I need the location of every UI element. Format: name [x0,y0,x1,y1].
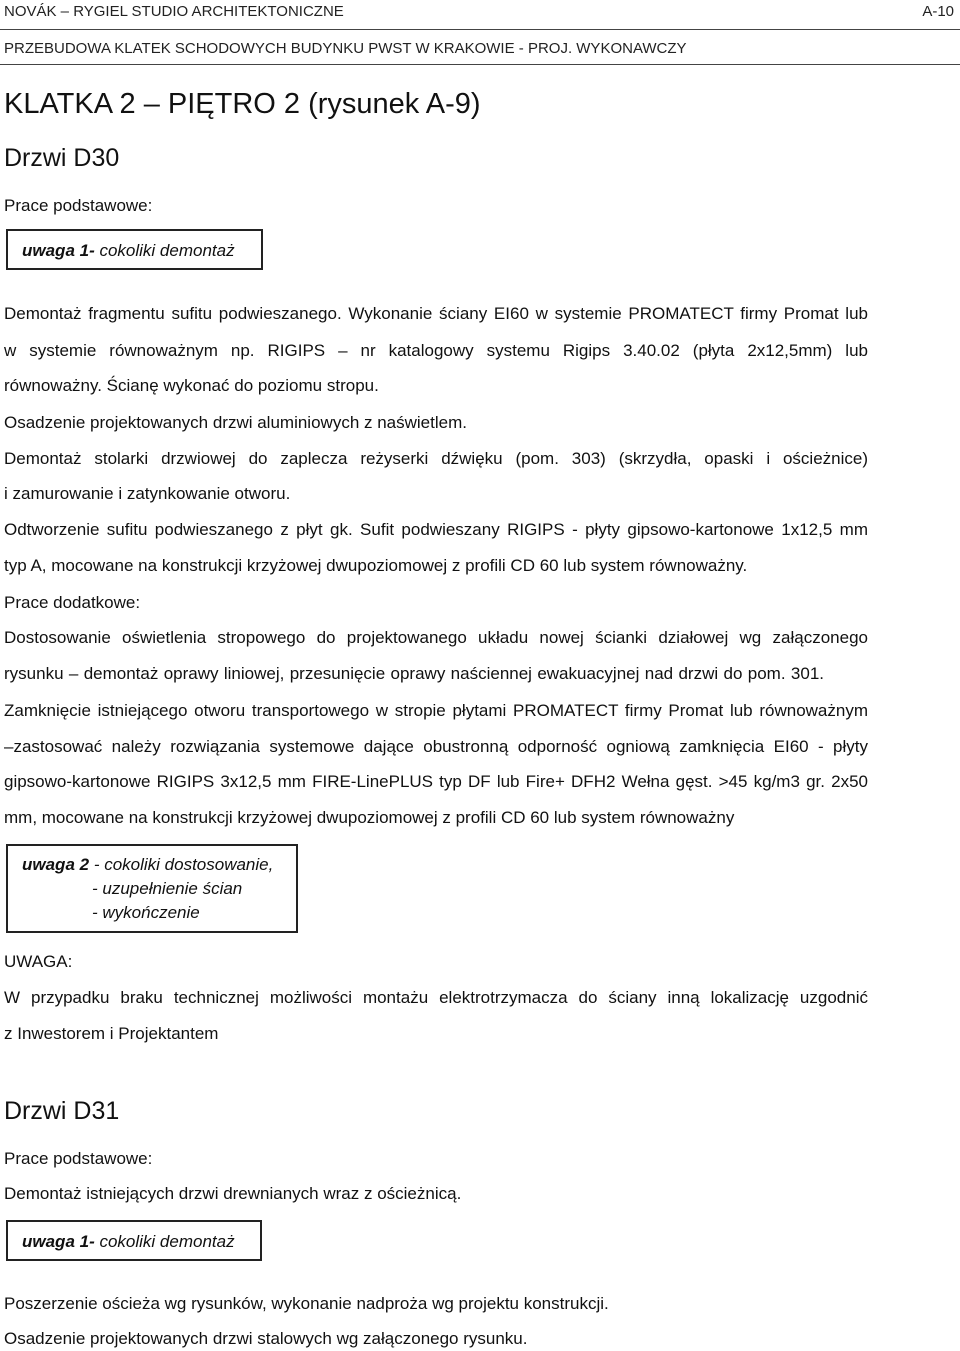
d30-extra-1-line-1: Dostosowanie oświetlenia stropowego do projektowanego układu nowej ścianki działowej wg załączonego [4,628,868,647]
d30-warning-line-2: z Inwestorem i Projektantem [4,1024,219,1043]
d30-note-2-line-3: - wykończenie [92,903,200,922]
door-d30-heading: Drzwi D30 [4,144,120,172]
d30-extra-work-heading: Prace dodatkowe: [4,593,141,612]
d31-note-1-text: cokoliki demontaż [94,1232,235,1251]
header-project: PRZEBUDOWA KLATEK SCHODOWYCH BUDYNKU PWST W KRAKOWIE - PROJ. WYKONAWCZY [4,40,687,57]
header-rule-2 [0,64,960,65]
d30-note-1-text: cokoliki demontaż [94,241,235,260]
d30-extra-1-line-2: rysunku – demontaż oprawy liniowej, przesunięcie oprawy naściennej ewakuacyjnej nad drzwi do pom. 301. [4,664,824,683]
d30-warning-heading: UWAGA: [4,952,73,971]
d30-extra-2-line-1: Zamknięcie istniejącego otworu transportowego w stropie płytami PROMATECT firmy Promat lub równoważnym [4,701,868,720]
d30-note-2-box [6,844,298,933]
d30-extra-2-line-2: –zastosować należy rozwiązania systemowe dające obustronną odporność ogniową zamknięcia EI60 - płyty [4,737,868,756]
d30-note-2-line-1 [22,855,273,875]
page-title: KLATKA 2 – PIĘTRO 2 (rysunek A-9) [4,88,481,120]
d31-paragraph-1: Demontaż istniejących drzwi drewnianych wraz z ościeżnicą. [4,1184,462,1203]
header-page-number: A-10 [922,3,954,20]
header-rule [0,29,960,30]
d30-note-1 [22,241,235,261]
door-d31-heading: Drzwi D31 [4,1097,120,1125]
d30-note-1-label: uwaga 1- [22,241,95,260]
d31-paragraph-2: Poszerzenie ościeża wg rysunków, wykonanie nadproża wg projektu konstrukcji. [4,1294,609,1313]
header-studio: NOVÁK – RYGIEL STUDIO ARCHITEKTONICZNE [4,3,344,20]
d31-note-1-label: uwaga 1- [22,1232,95,1251]
d30-extra-2-line-3: gipsowo-kartonowe RIGIPS 3x12,5 mm FIRE-LinePLUS typ DF lub Fire+ DFH2 Wełna gęst. >45 kg/m3 gr. 2x50 [4,772,868,791]
d31-basic-work-heading: Prace podstawowe: [4,1149,153,1168]
d30-note-2-text-1: - cokoliki dostosowanie, [89,855,274,874]
d30-note-1-box [6,229,263,270]
d31-note-1 [22,1232,235,1252]
d30-paragraph-2: Osadzenie projektowanych drzwi aluminiowych z naświetlem. [4,413,467,432]
d30-paragraph-3-line-2: i zamurowanie i zatynkowanie otworu. [4,484,291,503]
d30-paragraph-1-line-2: w systemie równoważnym np. RIGIPS – nr katalogowy systemu Rigips 3.40.02 (płyta 2x12,5mm) lub [4,341,868,360]
d30-basic-work-heading: Prace podstawowe: [4,196,153,215]
d30-note-2-line-2: - uzupełnienie ścian [92,879,243,898]
d30-paragraph-3-line-1: Demontaż stolarki drzwiowej do zaplecza reżyserki dźwięku (pom. 303) (skrzydła, opaski i ościeżnice) [4,449,868,468]
d30-paragraph-1-line-1: Demontaż fragmentu sufitu podwieszanego. Wykonanie ściany EI60 w systemie PROMATECT firmy Promat lub [4,304,868,323]
d31-note-1-box [6,1220,262,1261]
d30-paragraph-4-line-1: Odtworzenie sufitu podwieszanego z płyt gk. Sufit podwieszany RIGIPS - płyty gipsowo-kartonowe 1x12,5 mm [4,520,868,539]
d31-paragraph-3: Osadzenie projektowanych drzwi stalowych wg załączonego rysunku. [4,1329,528,1348]
d30-extra-2-line-4: mm, mocowane na konstrukcji krzyżowej dwupoziomowej z profili CD 60 lub system równoważny [4,808,735,827]
d30-paragraph-1-line-3: równoważny. Ścianę wykonać do poziomu stropu. [4,376,379,395]
d30-warning-line-1: W przypadku braku technicznej możliwości montażu elektrotrzymacza do ściany inną lokalizację uzgodnić [4,988,868,1007]
d30-paragraph-4-line-2: typ A, mocowane na konstrukcji krzyżowej dwupoziomowej z profili CD 60 lub system równoważny. [4,556,748,575]
d30-note-2-label: uwaga 2 [22,855,90,874]
